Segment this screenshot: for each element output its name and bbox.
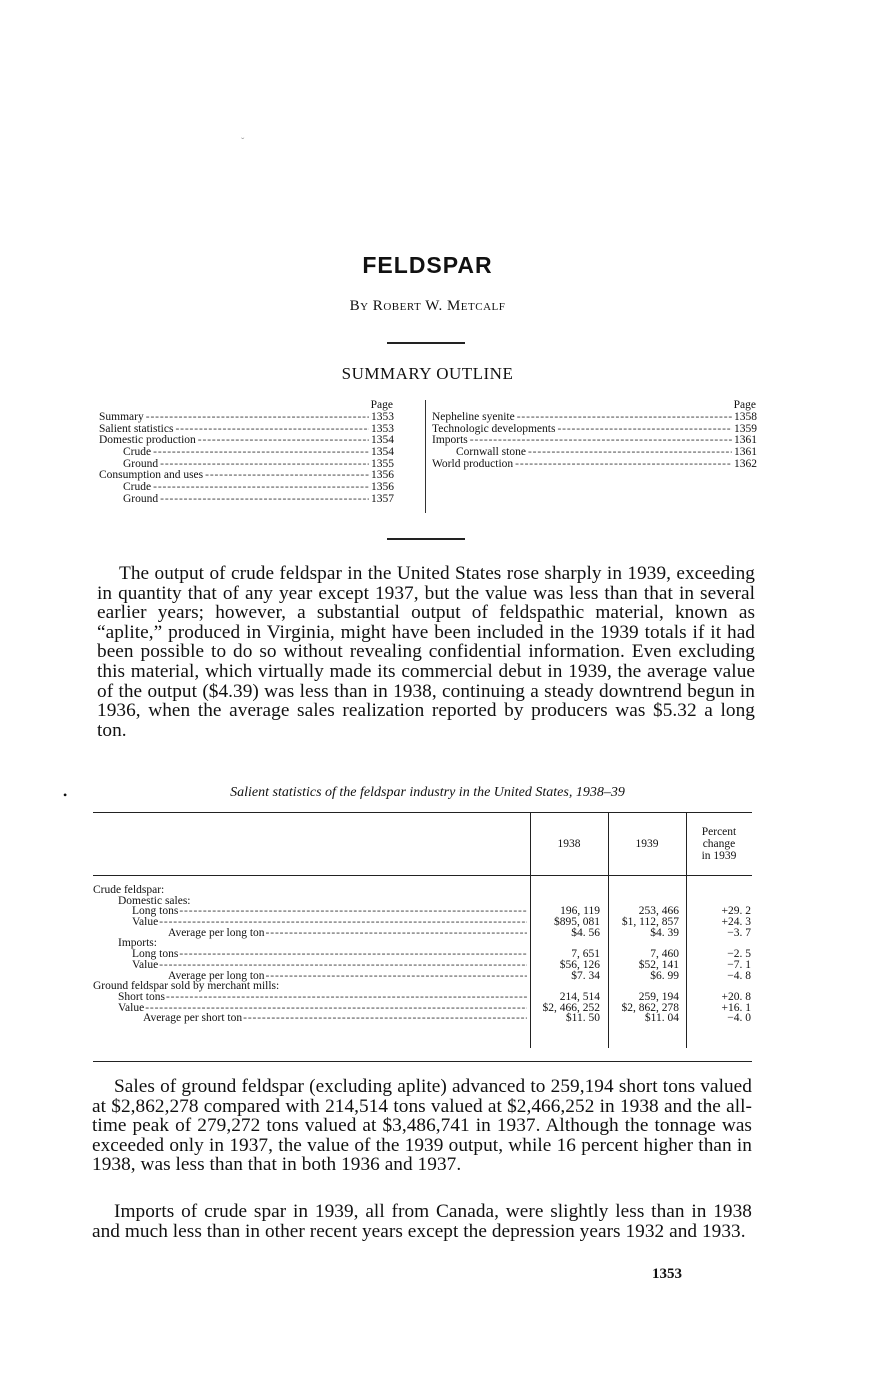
row-label: Value xyxy=(118,1001,145,1014)
outline-entry-page: 1357 xyxy=(371,492,394,505)
percent-change: −4. 8 xyxy=(727,969,751,982)
table-row xyxy=(93,992,752,1003)
percent-change: +16. 1 xyxy=(721,1001,751,1014)
column-header-percent-change xyxy=(686,826,752,862)
outline-entry-label: Consumption and uses xyxy=(99,469,204,482)
value-1938: 214, 514 xyxy=(559,990,600,1003)
scan-mark: • xyxy=(63,788,68,802)
table-row xyxy=(93,885,752,896)
outline-heading: SUMMARY OUTLINE xyxy=(341,364,514,383)
outline-entry-page: 1361 xyxy=(734,446,757,459)
percent-change: −7. 1 xyxy=(727,958,751,971)
leader-dots xyxy=(243,1013,527,1024)
outline-entry-label: Salient statistics xyxy=(99,422,174,435)
value-1939: $52, 141 xyxy=(638,958,679,971)
outline-right-column xyxy=(432,398,757,470)
leader-dots xyxy=(266,971,527,982)
column-header-1939: 1939 xyxy=(635,838,659,850)
leader-dots xyxy=(179,906,527,917)
divider-rule xyxy=(387,538,465,540)
percent-change: −2. 5 xyxy=(727,948,751,961)
row-label: Value xyxy=(132,958,159,971)
row-label-cell xyxy=(93,992,527,1003)
table-row xyxy=(93,960,752,971)
table-row xyxy=(93,1013,752,1024)
column-header-line: Percent xyxy=(701,826,737,838)
outline-entry-label: World production xyxy=(432,457,514,470)
outline-entry-page: 1353 xyxy=(371,422,394,435)
outline-entry xyxy=(432,412,757,424)
row-label-cell xyxy=(93,917,527,928)
value-1938: $895, 081 xyxy=(554,916,600,929)
body-paragraph: Imports of crude spar in 1939, all from Canada, were slightly less than in 1938 and much less than in other recent years except the depression years 1932 and 1933. xyxy=(92,1201,752,1242)
outline-entry-page: 1359 xyxy=(734,422,757,435)
row-label-cell xyxy=(93,928,527,939)
outline-entry-label: Nepheline syenite xyxy=(432,411,515,423)
column-header-1938: 1938 xyxy=(557,838,581,850)
leader-dots xyxy=(205,470,369,482)
summary-outline xyxy=(99,398,757,516)
value-1939: $6. 99 xyxy=(650,969,679,982)
outline-entry xyxy=(99,447,394,459)
column-header-line: change xyxy=(702,838,736,850)
percent-change: +24. 3 xyxy=(721,916,751,929)
leader-dots xyxy=(175,424,369,436)
value-1939: $2, 862, 278 xyxy=(621,1001,679,1014)
leader-dots xyxy=(528,447,732,459)
row-label: Average per long ton xyxy=(168,969,265,982)
outline-entry-page: 1356 xyxy=(371,469,394,482)
salient-statistics-table xyxy=(93,812,752,1063)
outline-entry xyxy=(432,424,757,436)
row-label-cell xyxy=(93,1013,527,1024)
column-header-line: in 1939 xyxy=(701,850,737,862)
row-label: Value xyxy=(132,916,159,929)
percent-change: +20. 8 xyxy=(721,990,751,1003)
row-label: Long tons xyxy=(132,905,179,918)
page-column-label: Page xyxy=(733,399,756,411)
leader-dots xyxy=(146,412,369,424)
leader-dots xyxy=(153,482,369,494)
outline-entry-page: 1355 xyxy=(371,457,394,470)
outline-entry xyxy=(432,447,757,459)
outline-entry-page: 1361 xyxy=(734,434,757,447)
outline-entry-page: 1354 xyxy=(371,434,394,447)
percent-change: −4. 0 xyxy=(727,1012,751,1025)
page-column-label: Page xyxy=(370,399,393,411)
row-label: Average per short ton xyxy=(143,1012,243,1025)
outline-entry-page: 1353 xyxy=(371,411,394,423)
outline-entry-label: Crude xyxy=(123,481,152,494)
table-rule xyxy=(93,812,752,813)
percent-change: −3. 7 xyxy=(727,926,751,939)
outline-left-column xyxy=(99,398,394,506)
outline-entry xyxy=(99,412,394,424)
row-label: Short tons xyxy=(118,990,165,1003)
value-1938: $4. 56 xyxy=(571,926,600,939)
row-label-cell xyxy=(93,960,527,971)
outline-entry-page: 1354 xyxy=(371,446,394,459)
scan-speck: ˇ xyxy=(241,137,245,148)
leader-dots xyxy=(198,435,369,447)
leader-dots xyxy=(159,960,527,971)
table-rule xyxy=(93,1061,752,1062)
value-1939: 259, 194 xyxy=(638,990,679,1003)
value-1938: 196, 119 xyxy=(560,905,600,918)
leader-dots xyxy=(266,928,527,939)
value-1939: 253, 466 xyxy=(638,905,679,918)
outline-divider xyxy=(425,400,426,513)
outline-entry-page: 1356 xyxy=(371,481,394,494)
value-1939: $4. 39 xyxy=(650,926,679,939)
value-1938: $56, 126 xyxy=(559,958,600,971)
row-label: Domestic sales: xyxy=(118,894,191,907)
outline-entry-label: Domestic production xyxy=(99,434,196,447)
table-rule xyxy=(93,875,752,876)
leader-dots xyxy=(179,949,527,960)
table-row xyxy=(93,928,752,939)
row-label: Crude feldspar: xyxy=(93,884,165,896)
row-label: Imports: xyxy=(118,937,157,950)
leader-dots xyxy=(153,447,369,459)
outline-entry-label: Cornwall stone xyxy=(456,446,526,459)
outline-entry-label: Ground xyxy=(123,492,159,505)
outline-entry-label: Summary xyxy=(99,411,144,423)
value-1939: $11. 04 xyxy=(644,1012,679,1025)
value-1938: $7. 34 xyxy=(571,969,600,982)
leader-dots xyxy=(557,424,732,436)
leader-dots xyxy=(515,459,732,471)
value-1938: $2, 466, 252 xyxy=(542,1001,600,1014)
outline-entry-label: Technologic developments xyxy=(432,422,556,435)
leader-dots xyxy=(166,992,527,1003)
value-1938: $11. 50 xyxy=(565,1012,600,1025)
body-paragraph: Sales of ground feldspar (excluding aplite) advanced to 259,194 short tons valued at $2,862,278 compared with 214,514 tons valued at $2,466,252 in 1938 and the all-time peak of 279,272 tons valued at $3,486,741 in 1937. Although the tonnage was exceeded only in 1937, the value of the 1939 output, while 16 percent higher than in 1938, was less than that in both 1936 and 1937. xyxy=(92,1076,752,1176)
outline-entry-page: 1362 xyxy=(734,457,757,470)
page-number: 1353 xyxy=(652,1266,682,1282)
percent-change: +29. 2 xyxy=(721,905,751,918)
author-byline: By Robert W. Metcalf xyxy=(349,298,506,314)
leader-dots xyxy=(517,412,732,424)
divider-rule xyxy=(387,342,465,344)
outline-entry-page: 1358 xyxy=(734,411,757,423)
row-label: Average per long ton xyxy=(168,926,265,939)
value-1939: 7, 460 xyxy=(650,948,679,961)
row-label-cell xyxy=(93,949,527,960)
page-title: FELDSPAR xyxy=(362,252,493,278)
outline-entry-label: Crude xyxy=(123,446,152,459)
body-paragraph: The output of crude feldspar in the United States rose sharply in 1939, exceeding in quantity that of any year except 1937, but the value was less than that in several earlier years; however, a substantial output of feldspathic material, known as “aplite,” produced in Virginia, might have been included in the 1939 totals if it had been possible to do so without revealing confidential information. Even excluding this material, which virtually made its commercial debut in 1939, the average value of the output ($4.39) was less than in 1938, continuing a steady downtrend begun in 1936, when the average sales realization reported by producers was $5.32 a long ton. xyxy=(97,563,755,741)
value-1939: $1, 112, 857 xyxy=(621,916,679,929)
row-label: Long tons xyxy=(132,948,179,961)
table-caption: Salient statistics of the feldspar industry in the United States, 1938–39 xyxy=(230,785,625,800)
outline-entry-label: Imports xyxy=(432,434,468,447)
row-label: Ground feldspar sold by merchant mills: xyxy=(93,980,280,993)
table-body xyxy=(93,885,752,1024)
outline-entry xyxy=(432,459,757,471)
outline-entry xyxy=(99,494,394,506)
outline-entry-label: Ground xyxy=(123,457,159,470)
row-label-cell xyxy=(93,906,527,917)
leader-dots xyxy=(160,494,369,506)
value-1938: 7, 651 xyxy=(571,948,600,961)
